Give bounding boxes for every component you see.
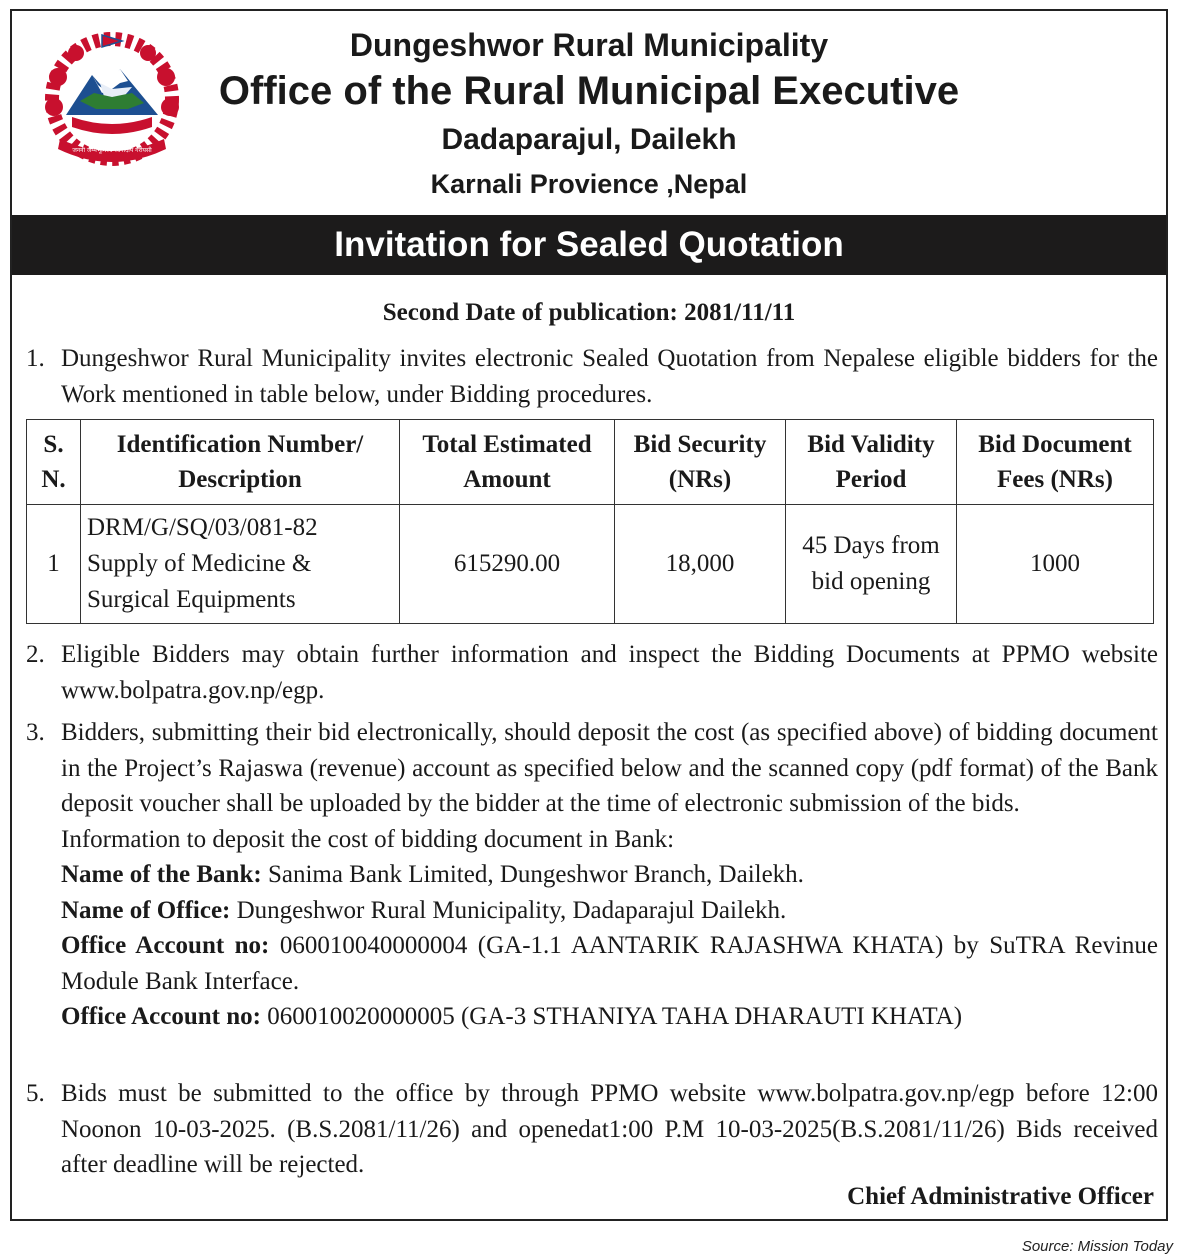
table-row xyxy=(27,505,1154,624)
source-credit: Source: Mission Today xyxy=(1021,1238,1173,1255)
paragraph-number: 2. xyxy=(26,641,45,668)
paragraph-number: 5. xyxy=(26,1080,45,1107)
header-security: Bid Security (NRs) xyxy=(615,420,786,505)
bank-name-line: Name of the Bank: Sanima Bank Limited, Dungeshwor Branch, Dailekh. xyxy=(61,861,804,888)
cell-fees: 1000 xyxy=(957,505,1154,624)
account-1-line: Office Account no: 060010040000004 (GA-1.1 AANTARIK RAJASHWA KHATA) by SuTRA Revinue Module Bank Interface. xyxy=(61,932,1158,995)
header-fees: Bid Document Fees (NRs) xyxy=(957,420,1154,505)
header-amount: Total Estimated Amount xyxy=(400,420,615,505)
paragraph-1 xyxy=(22,341,1158,412)
svg-text:जननी जन्मभूमिश्च स्वर्गादपि गर: जननी जन्मभूमिश्च स्वर्गादपि गरीयसी xyxy=(72,147,152,154)
bank-info-intro: Information to deposit the cost of bidding document in Bank: xyxy=(61,825,675,853)
paragraph-3 xyxy=(22,715,1158,1035)
publication-date: Second Date of publication: 2081/11/11 xyxy=(382,299,796,326)
cell-sn: 1 xyxy=(27,505,81,624)
province-country: Karnali Provience ,Nepal xyxy=(430,169,748,199)
header-validity: Bid Validity Period xyxy=(786,420,957,505)
paragraph-text: Dungeshwor Rural Municipality invites electronic Sealed Quotation from Nepalese eligible bidders for the Work mentioned in table below, under Bidding procedures. xyxy=(61,345,1158,408)
cell-description: DRM/G/SQ/03/081-82 Supply of Medicine & Surgical Equipments xyxy=(81,505,400,624)
notice-header xyxy=(12,11,1166,215)
header-sn: S. N. xyxy=(27,420,81,505)
office-title: Office of the Rural Municipal Executive xyxy=(218,69,960,113)
paragraph-text: Eligible Bidders may obtain further information and inspect the Bidding Documents at PPMO website www.bolpatra.gov.np/egp. xyxy=(61,641,1158,704)
paragraph-5 xyxy=(22,1076,1158,1183)
paragraph-text: Bids must be submitted to the office by through PPMO website www.bolpatra.gov.np/egp before 12:00 Noonon 10-03-2025. (B.S.2081/11/26) and openedat1:00 P.M 10-03-2025(B.S.2081/11/26) Bids received after deadline will be rejected. xyxy=(61,1080,1158,1178)
paragraph-text: Bidders, submitting their bid electronically, should deposit the cost (as specified above) of bidding document in the Project’s Rajaswa (revenue) account as specified below and the scanned copy (pdf format) of the Bank deposit voucher shall be uploaded by the bidder at the time of electronic submission of the bids. xyxy=(61,719,1158,817)
office-location: Dadaparajul, Dailekh xyxy=(441,123,737,156)
paragraph-number: 1. xyxy=(26,345,45,372)
notice-frame xyxy=(10,9,1168,1221)
cell-validity: 45 Days from bid opening xyxy=(786,505,957,624)
municipality-name: Dungeshwor Rural Municipality xyxy=(349,27,829,63)
notice-banner: Invitation for Sealed Quotation xyxy=(12,215,1166,275)
cell-amount: 615290.00 xyxy=(400,505,615,624)
office-name-line: Name of Office: Dungeshwor Rural Municipality, Dadaparajul Dailekh. xyxy=(61,896,787,924)
signatory-title: Chief Administrative Officer xyxy=(847,1183,1154,1210)
header-identification: Identification Number/ Description xyxy=(81,420,400,505)
paragraph-2 xyxy=(22,637,1158,708)
account-2-line: Office Account no: 060010020000005 (GA-3 STHANIYA TAHA DHARAUTI KHATA) xyxy=(61,1003,963,1030)
table-header-row xyxy=(27,420,1154,505)
bid-table xyxy=(26,419,1154,624)
cell-security: 18,000 xyxy=(615,505,786,624)
paragraph-number: 3. xyxy=(26,719,45,746)
